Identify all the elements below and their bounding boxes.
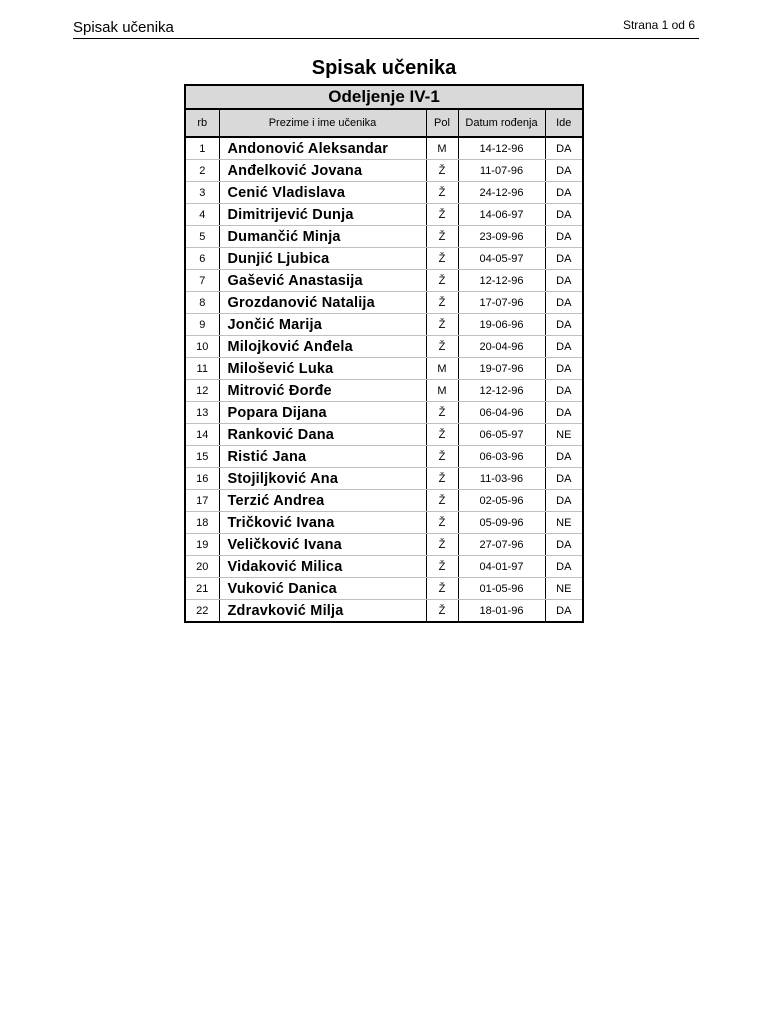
table-row xyxy=(185,358,583,380)
gender-cell: Ž xyxy=(426,424,458,446)
student-name-cell: Anđelković Jovana xyxy=(219,160,426,182)
student-name-cell: Stojiljković Ana xyxy=(219,468,426,490)
table-row xyxy=(185,512,583,534)
row-number-cell: 21 xyxy=(185,578,219,600)
gender-cell: Ž xyxy=(426,600,458,623)
document-title: Spisak učenika xyxy=(73,19,174,36)
attends-cell: NE xyxy=(545,424,583,446)
gender-cell: Ž xyxy=(426,402,458,424)
student-name-cell: Cenić Vladislava xyxy=(219,182,426,204)
birth-date-cell: 14-12-96 xyxy=(458,137,545,160)
row-number-cell: 22 xyxy=(185,600,219,623)
attends-cell: DA xyxy=(545,137,583,160)
row-number-cell: 4 xyxy=(185,204,219,226)
birth-date-cell: 12-12-96 xyxy=(458,270,545,292)
attends-cell: NE xyxy=(545,578,583,600)
attends-cell: DA xyxy=(545,380,583,402)
student-name-cell: Zdravković Milja xyxy=(219,600,426,623)
birth-date-cell: 06-04-96 xyxy=(458,402,545,424)
student-name-cell: Milošević Luka xyxy=(219,358,426,380)
row-number-cell: 16 xyxy=(185,468,219,490)
row-number-cell: 17 xyxy=(185,490,219,512)
page-title: Spisak učenika xyxy=(311,57,457,79)
table-row xyxy=(185,600,583,623)
row-number-cell: 7 xyxy=(185,270,219,292)
birth-date-cell: 27-07-96 xyxy=(458,534,545,556)
table-row xyxy=(185,270,583,292)
row-number-cell: 5 xyxy=(185,226,219,248)
table-row xyxy=(185,336,583,358)
birth-date-cell: 01-05-96 xyxy=(458,578,545,600)
gender-cell: Ž xyxy=(426,534,458,556)
gender-cell: Ž xyxy=(426,490,458,512)
table-row xyxy=(185,204,583,226)
gender-cell: M xyxy=(426,137,458,160)
table-row xyxy=(185,424,583,446)
student-name-cell: Mitrović Đorđe xyxy=(219,380,426,402)
birth-date-cell: 17-07-96 xyxy=(458,292,545,314)
birth-date-cell: 14-06-97 xyxy=(458,204,545,226)
birth-date-cell: 11-07-96 xyxy=(458,160,545,182)
attends-cell: DA xyxy=(545,358,583,380)
gender-cell: Ž xyxy=(426,292,458,314)
attends-cell: DA xyxy=(545,292,583,314)
birth-date-cell: 23-09-96 xyxy=(458,226,545,248)
gender-cell: M xyxy=(426,380,458,402)
attends-cell: DA xyxy=(545,468,583,490)
student-name-cell: Tričković Ivana xyxy=(219,512,426,534)
table-row xyxy=(185,248,583,270)
column-header-gender: Pol xyxy=(426,109,458,137)
student-name-cell: Dimitrijević Dunja xyxy=(219,204,426,226)
table-row xyxy=(185,578,583,600)
birth-date-cell: 02-05-96 xyxy=(458,490,545,512)
birth-date-cell: 19-06-96 xyxy=(458,314,545,336)
row-number-cell: 1 xyxy=(185,137,219,160)
birth-date-cell: 24-12-96 xyxy=(458,182,545,204)
table-row xyxy=(185,160,583,182)
birth-date-cell: 04-05-97 xyxy=(458,248,545,270)
attends-cell: DA xyxy=(545,402,583,424)
table-row xyxy=(185,182,583,204)
gender-cell: Ž xyxy=(426,248,458,270)
row-number-cell: 10 xyxy=(185,336,219,358)
attends-cell: DA xyxy=(545,204,583,226)
page-header xyxy=(73,16,699,39)
table-row xyxy=(185,292,583,314)
birth-date-cell: 11-03-96 xyxy=(458,468,545,490)
birth-date-cell: 19-07-96 xyxy=(458,358,545,380)
gender-cell: Ž xyxy=(426,204,458,226)
birth-date-cell: 05-09-96 xyxy=(458,512,545,534)
gender-cell: Ž xyxy=(426,446,458,468)
row-number-cell: 2 xyxy=(185,160,219,182)
table-row xyxy=(185,490,583,512)
column-header-rb: rb xyxy=(185,109,219,137)
row-number-cell: 19 xyxy=(185,534,219,556)
attends-cell: DA xyxy=(545,270,583,292)
row-number-cell: 18 xyxy=(185,512,219,534)
table-row xyxy=(185,402,583,424)
gender-cell: Ž xyxy=(426,556,458,578)
row-number-cell: 3 xyxy=(185,182,219,204)
row-number-cell: 12 xyxy=(185,380,219,402)
birth-date-cell: 06-05-97 xyxy=(458,424,545,446)
student-name-cell: Veličković Ivana xyxy=(219,534,426,556)
column-header-birth-date: Datum rođenja xyxy=(458,109,545,137)
student-name-cell: Grozdanović Natalija xyxy=(219,292,426,314)
attends-cell: DA xyxy=(545,490,583,512)
student-name-cell: Vuković Danica xyxy=(219,578,426,600)
table-row xyxy=(185,468,583,490)
table-row xyxy=(185,314,583,336)
attends-cell: DA xyxy=(556,604,572,617)
gender-cell: Ž xyxy=(426,512,458,534)
column-header-name: Prezime i ime učenika xyxy=(219,109,426,137)
student-name-cell: Vidaković Milica xyxy=(219,556,426,578)
student-table xyxy=(184,84,584,623)
attends-cell: DA xyxy=(545,314,583,336)
birth-date-cell: 06-03-96 xyxy=(458,446,545,468)
gender-cell: M xyxy=(426,358,458,380)
row-number-cell: 14 xyxy=(185,424,219,446)
row-number-cell: 9 xyxy=(185,314,219,336)
gender-cell: Ž xyxy=(426,182,458,204)
page-number: Strana 1 od 6 xyxy=(622,18,695,32)
table-row xyxy=(185,137,583,160)
table-row xyxy=(185,556,583,578)
attends-cell: DA xyxy=(545,446,583,468)
attends-cell: DA xyxy=(545,556,583,578)
student-name-cell: Ristić Jana xyxy=(219,446,426,468)
row-number-cell: 6 xyxy=(185,248,219,270)
student-name-cell: Milojković Anđela xyxy=(219,336,426,358)
attends-cell: DA xyxy=(545,336,583,358)
student-name-cell: Jončić Marija xyxy=(219,314,426,336)
student-name-cell: Gašević Anastasija xyxy=(219,270,426,292)
table-row xyxy=(185,380,583,402)
birth-date-cell: 18-01-96 xyxy=(458,600,545,623)
row-number-cell: 20 xyxy=(185,556,219,578)
gender-cell: Ž xyxy=(426,578,458,600)
student-name-cell: Andonović Aleksandar xyxy=(219,137,426,160)
attends-cell: DA xyxy=(545,248,583,270)
gender-cell: Ž xyxy=(426,226,458,248)
gender-cell: Ž xyxy=(426,160,458,182)
table-row xyxy=(185,534,583,556)
gender-cell: Ž xyxy=(426,314,458,336)
row-number-cell: 13 xyxy=(185,402,219,424)
row-number-cell: 8 xyxy=(185,292,219,314)
class-label: Odeljenje IV-1 xyxy=(185,85,583,109)
gender-cell: Ž xyxy=(426,270,458,292)
table-row xyxy=(185,226,583,248)
student-name-cell: Terzić Andrea xyxy=(219,490,426,512)
table-row xyxy=(185,446,583,468)
student-name-cell: Ranković Dana xyxy=(219,424,426,446)
column-header-attends: Ide xyxy=(545,109,583,137)
student-name-cell: Dunjić Ljubica xyxy=(219,248,426,270)
row-number-cell: 15 xyxy=(185,446,219,468)
birth-date-cell: 12-12-96 xyxy=(458,380,545,402)
birth-date-cell: 20-04-96 xyxy=(458,336,545,358)
attends-cell: DA xyxy=(545,226,583,248)
gender-cell: Ž xyxy=(426,468,458,490)
student-name-cell: Dumančić Minja xyxy=(219,226,426,248)
attends-cell: DA xyxy=(545,534,583,556)
birth-date-cell: 04-01-97 xyxy=(458,556,545,578)
student-name-cell: Popara Dijana xyxy=(219,402,426,424)
attends-cell: NE xyxy=(545,512,583,534)
gender-cell: Ž xyxy=(426,336,458,358)
attends-cell: DA xyxy=(545,160,583,182)
attends-cell: DA xyxy=(545,182,583,204)
row-number-cell: 11 xyxy=(185,358,219,380)
